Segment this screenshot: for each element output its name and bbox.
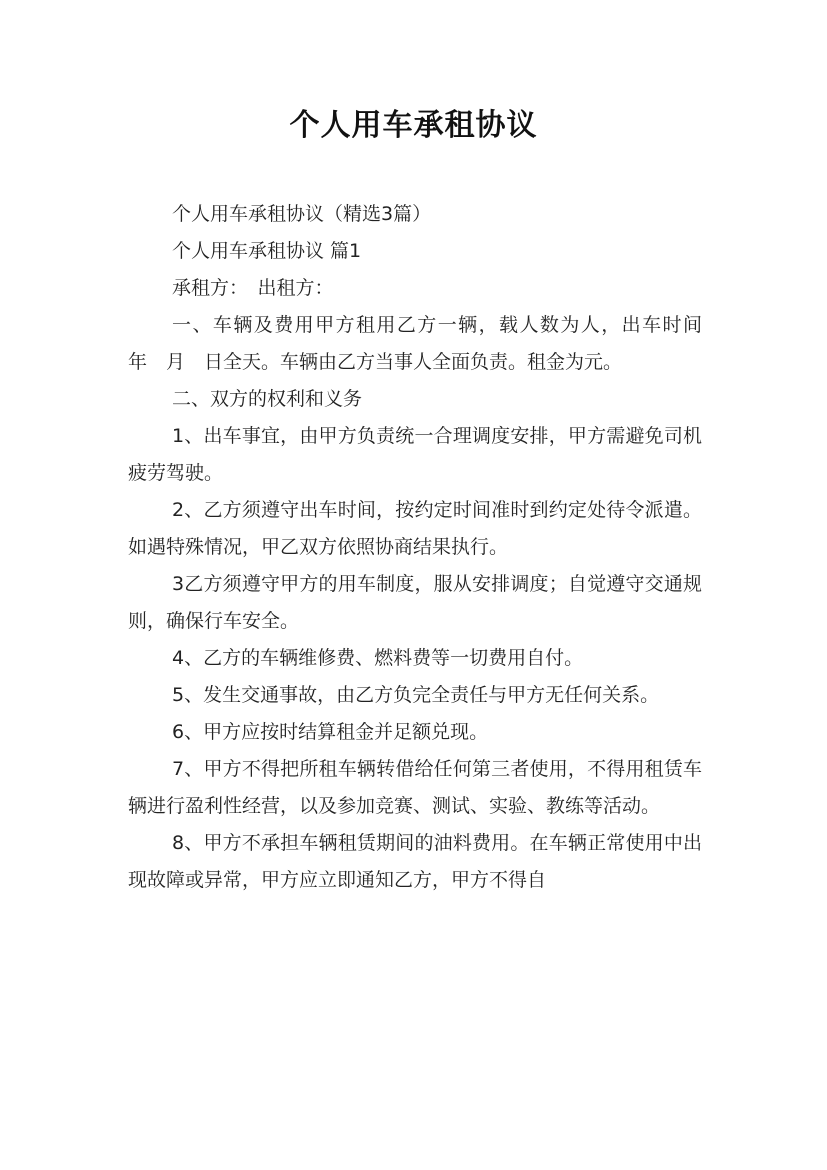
paragraph-subtitle: 个人用车承租协议（精选3篇） [172, 203, 432, 225]
paragraph-clause-8: 8、甲方不承担车辆租赁期间的油料费用。在车辆正常使用中出现故障或异常，甲方应立即通知乙方，甲方不得自 [128, 832, 702, 891]
paragraph-clause-7: 7、甲方不得把所租车辆转借给任何第三者使用，不得用租赁车辆进行盈利性经营，以及参加竞赛、测试、实验、教练等活动。 [128, 758, 702, 817]
paragraph-vehicle-fees: 一、车辆及费用甲方租用乙方一辆，载人数为人，出车时间 年 月 日全天。车辆由乙方当事人全面负责。租金为元。 [128, 314, 722, 373]
paragraph-clause-3: 3乙方须遵守甲方的用车制度，服从安排调度；自觉遵守交通规则，确保行车安全。 [128, 573, 702, 632]
paragraph-rights-heading: 二、双方的权利和义务 [172, 388, 363, 410]
paragraph-clause-5: 5、发生交通事故，由乙方负完全责任与甲方无任何关系。 [172, 684, 660, 706]
paragraph-section-heading: 个人用车承租协议 篇1 [172, 240, 362, 262]
paragraph-clause-2: 2、乙方须遵守出车时间，按约定时间准时到约定处待令派遣。如遇特殊情况，甲乙双方依照协商结果执行。 [128, 499, 702, 558]
document-title: 个人用车承租协议 [289, 108, 538, 143]
paragraph-clause-1: 1、出车事宜，由甲方负责统一合理调度安排，甲方需避免司机疲劳驾驶。 [128, 425, 702, 484]
document-body [128, 196, 722, 899]
paragraph-parties: 承租方： 出租方： [172, 277, 334, 299]
paragraph-clause-6: 6、甲方应按时结算租金并足额兑现。 [172, 721, 489, 743]
paragraph-clause-4: 4、乙方的车辆维修费、燃料费等一切费用自付。 [172, 647, 584, 669]
